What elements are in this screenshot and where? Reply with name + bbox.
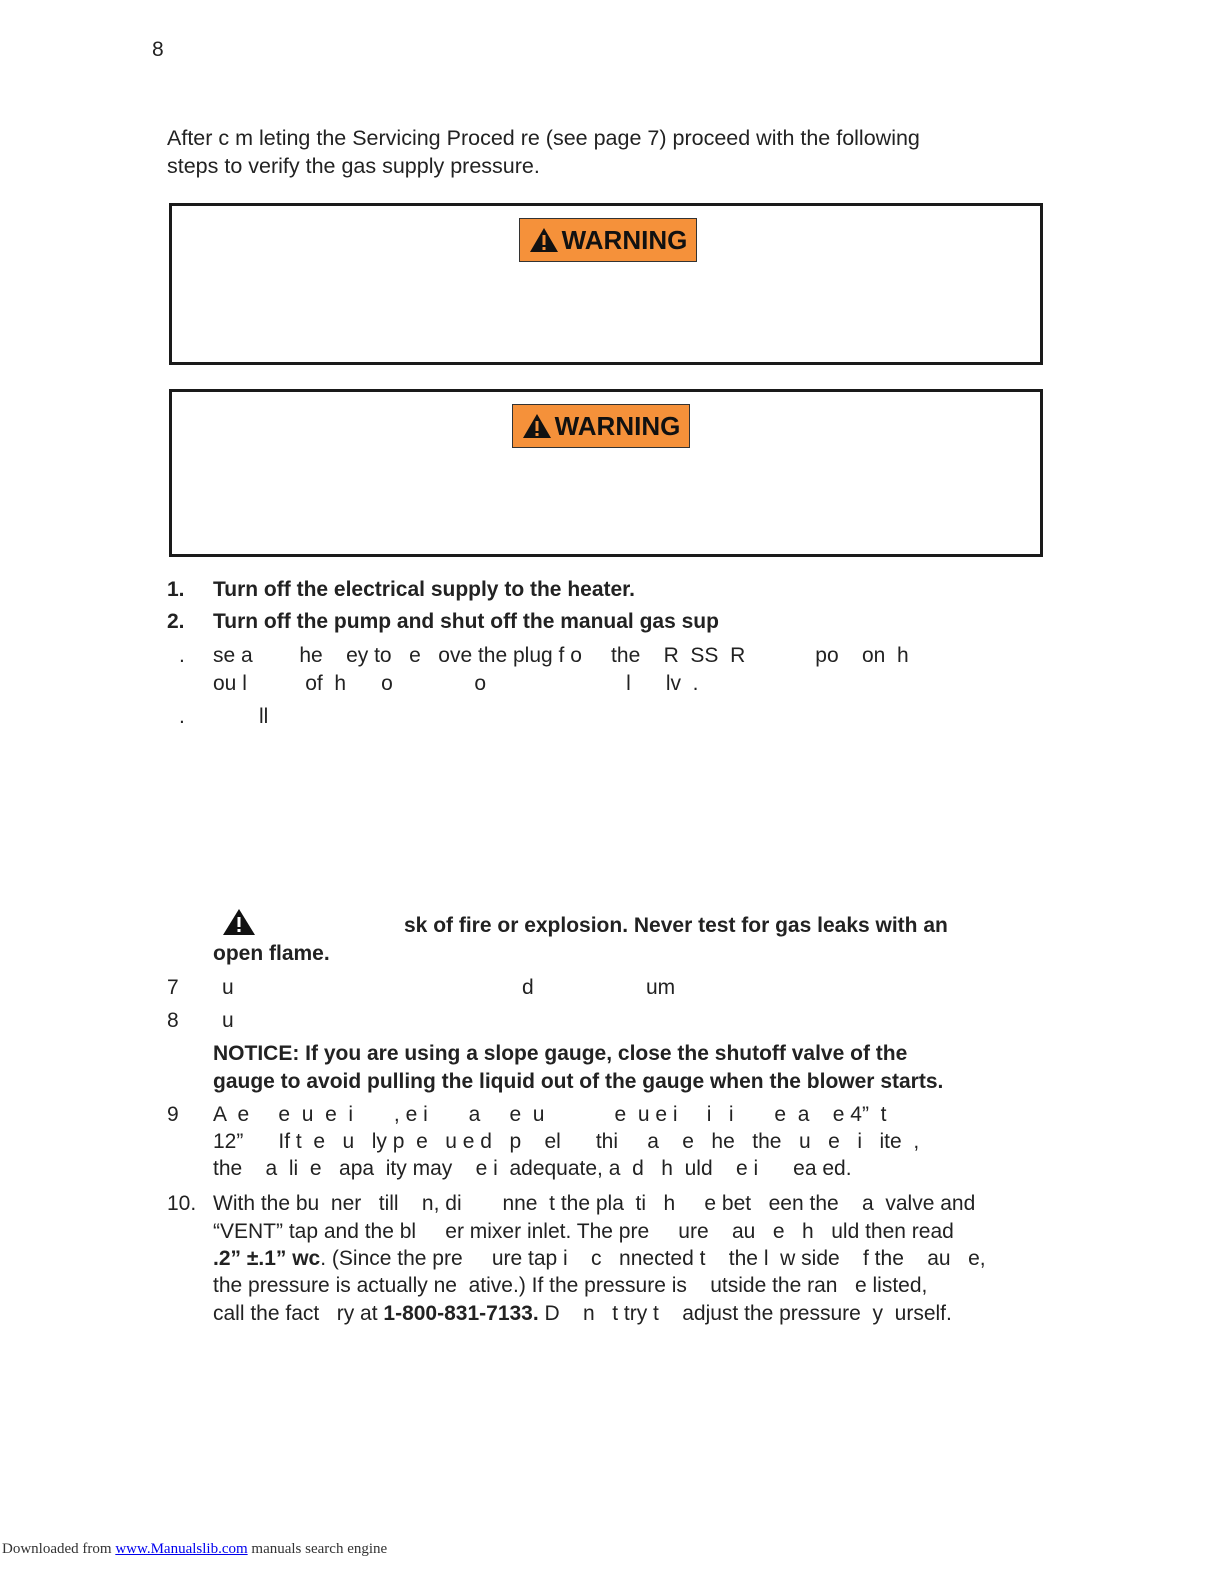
caution-triangle-icon: [222, 908, 256, 936]
warning-triangle-icon: [522, 412, 552, 440]
warning-badge-2: [512, 404, 690, 448]
step-2-number: 2.: [167, 610, 185, 633]
step-1-number: 1.: [167, 578, 185, 601]
step-10-line-5: [213, 1300, 952, 1328]
warning-box-2: [169, 389, 1043, 557]
step-10-number: 10.: [167, 1192, 197, 1215]
notice-line-1: NOTICE: If you are using a slope gauge, close the shutoff valve of the: [213, 1042, 908, 1065]
warning-triangle-icon: [529, 226, 559, 254]
step-4-text: ll: [259, 705, 269, 728]
step-3: [167, 642, 1047, 702]
manualslib-link[interactable]: www.Manualslib.com: [115, 1541, 248, 1557]
caution-line-2: open flame.: [213, 942, 330, 965]
footer-suffix: manuals search engine: [247, 1541, 388, 1557]
page-number: 8: [152, 38, 164, 61]
step-7-fragment-1: u: [222, 976, 234, 999]
warning-label-2: WARNING: [554, 410, 681, 441]
caution-line-1: sk of fire or explosion. Never test for gas leaks with an: [404, 914, 948, 937]
step-10-line-3-rest: . (Since the pre ure tap i c nnected t the l w side f the au e,: [320, 1247, 986, 1270]
intro-line-1: After c m leting the Servicing Proced re (see page 7) proceed with the following: [167, 126, 920, 150]
step-9-line-3: the a li e apa ity may e i adequate, a d h uld e i ea ed.: [213, 1157, 852, 1180]
step-8-number: 8: [167, 1009, 179, 1032]
step-10-line-5-pre: call the fact ry at: [213, 1302, 384, 1325]
step-7-number: 7: [167, 976, 179, 999]
step-3-line-1: se a he ey to e ove the plug f o the R SS R po on h: [213, 644, 909, 667]
step-10-line-5-post: D n t try t adjust the pressure y urself.: [538, 1302, 952, 1325]
step-10-line-2: “VENT” tap and the bl er mixer inlet. The pre ure au e h uld then read: [213, 1220, 954, 1243]
intro-line-2: steps to verify the gas supply pressure.: [167, 154, 540, 178]
step-9-line-2: 12” If t e u ly p e u e d p el thi a e he the u e i ite ,: [213, 1130, 920, 1153]
step-10-line-4: the pressure is actually ne ative.) If the pressure is utside the ran e listed,: [213, 1274, 928, 1297]
step-9-number: 9: [167, 1103, 179, 1126]
step-2-text: Turn off the pump and shut off the manual gas sup: [213, 610, 719, 633]
warning-badge-1: [519, 218, 697, 262]
step-1-text: Turn off the electrical supply to the heater.: [213, 578, 636, 601]
notice-line-2: gauge to avoid pulling the liquid out of the gauge when the blower starts.: [213, 1070, 944, 1093]
pressure-spec: .2” ±.1” wc: [213, 1247, 321, 1270]
step-7-fragment-2: d: [522, 976, 534, 999]
step-8-fragment-1: u: [222, 1009, 234, 1032]
step-3-number: .: [179, 644, 185, 667]
step-9-line-1: A e e u e i , e i a e u e u e i i i e a e 4” t: [213, 1103, 887, 1126]
step-4-number: .: [179, 705, 185, 728]
warning-label-1: WARNING: [561, 224, 688, 255]
factory-phone-number: 1-800-831-7133.: [383, 1302, 539, 1325]
step-10-line-1: With the bu ner till n, di nne t the pla ti h e bet een the a valve and: [213, 1192, 976, 1215]
warning-box-1: [169, 203, 1043, 365]
footer-prefix: Downloaded from: [2, 1541, 116, 1557]
step-3-line-2: ou l of h o o l lv .: [213, 672, 699, 695]
step-7-fragment-3: um: [646, 976, 676, 999]
step-10-line-3: [213, 1245, 986, 1273]
footer: [2, 1541, 387, 1558]
intro-paragraph: [167, 124, 1047, 180]
